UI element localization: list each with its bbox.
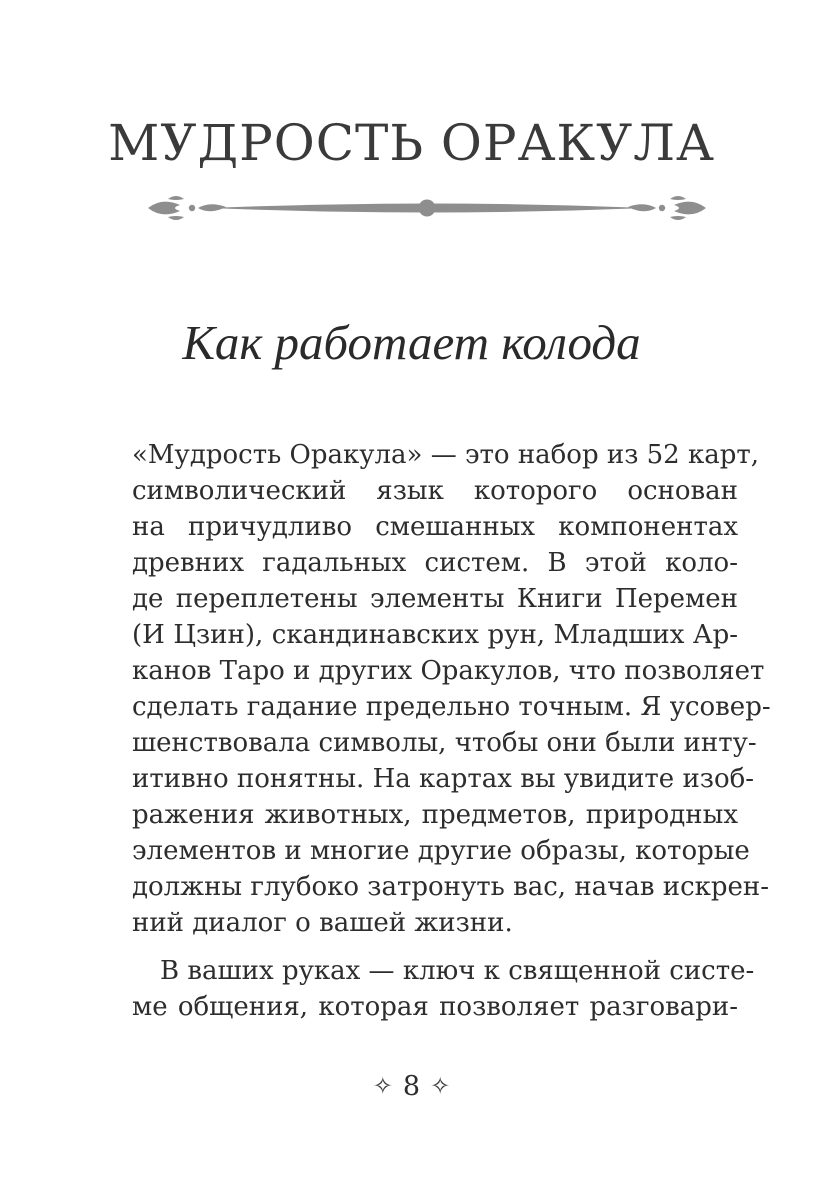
text-line: древних гадальных систем. В этой коло- [132, 548, 738, 578]
page-footer [0, 1073, 823, 1100]
text-line: канов Таро и других Оракулов, что позволяет [132, 656, 765, 686]
text-line: итивно понятны. На картах вы увидите изоб- [132, 764, 755, 794]
ornamental-divider [140, 191, 714, 225]
text-line: элементов и многие другие образы, которые [132, 836, 750, 866]
text-line: символический язык которого основан [132, 476, 738, 506]
paragraph-1 [132, 437, 771, 941]
paragraph-2 [132, 953, 755, 1025]
text-line: «Мудрость Оракула» — это набор из 52 карт, [132, 440, 760, 470]
text-line: сделать гадание предельно точным. Я усовер- [132, 692, 771, 722]
text-line: на причудливо смешанных компонентах [132, 512, 738, 542]
star-ornament-icon: ✧ [430, 1072, 451, 1100]
star-ornament-icon: ✧ [372, 1072, 393, 1100]
text-line: ме общения, которая позволяет разговари- [132, 992, 738, 1022]
text-line: должны глубоко затронуть вас, начав искрен- [132, 872, 770, 902]
text-line: (И Цзин), скандинавских рун, Младших Ар- [132, 620, 738, 650]
text-line: де переплетены элементы Книги Перемен [132, 584, 738, 614]
section-title: Как работает колода [182, 315, 641, 370]
book-title: МУДРОСТЬ ОРАКУЛА [108, 114, 715, 172]
page-number: 8 [402, 1071, 421, 1102]
text-line: ражения животных, предметов, природных [132, 800, 738, 830]
body-text [132, 437, 771, 1025]
text-line: ний диалог о вашей жизни. [132, 908, 513, 938]
text-line: шенствовала символы, чтобы они были инту- [132, 728, 757, 758]
text-line: В ваших руках — ключ к священной систе- [160, 956, 755, 986]
